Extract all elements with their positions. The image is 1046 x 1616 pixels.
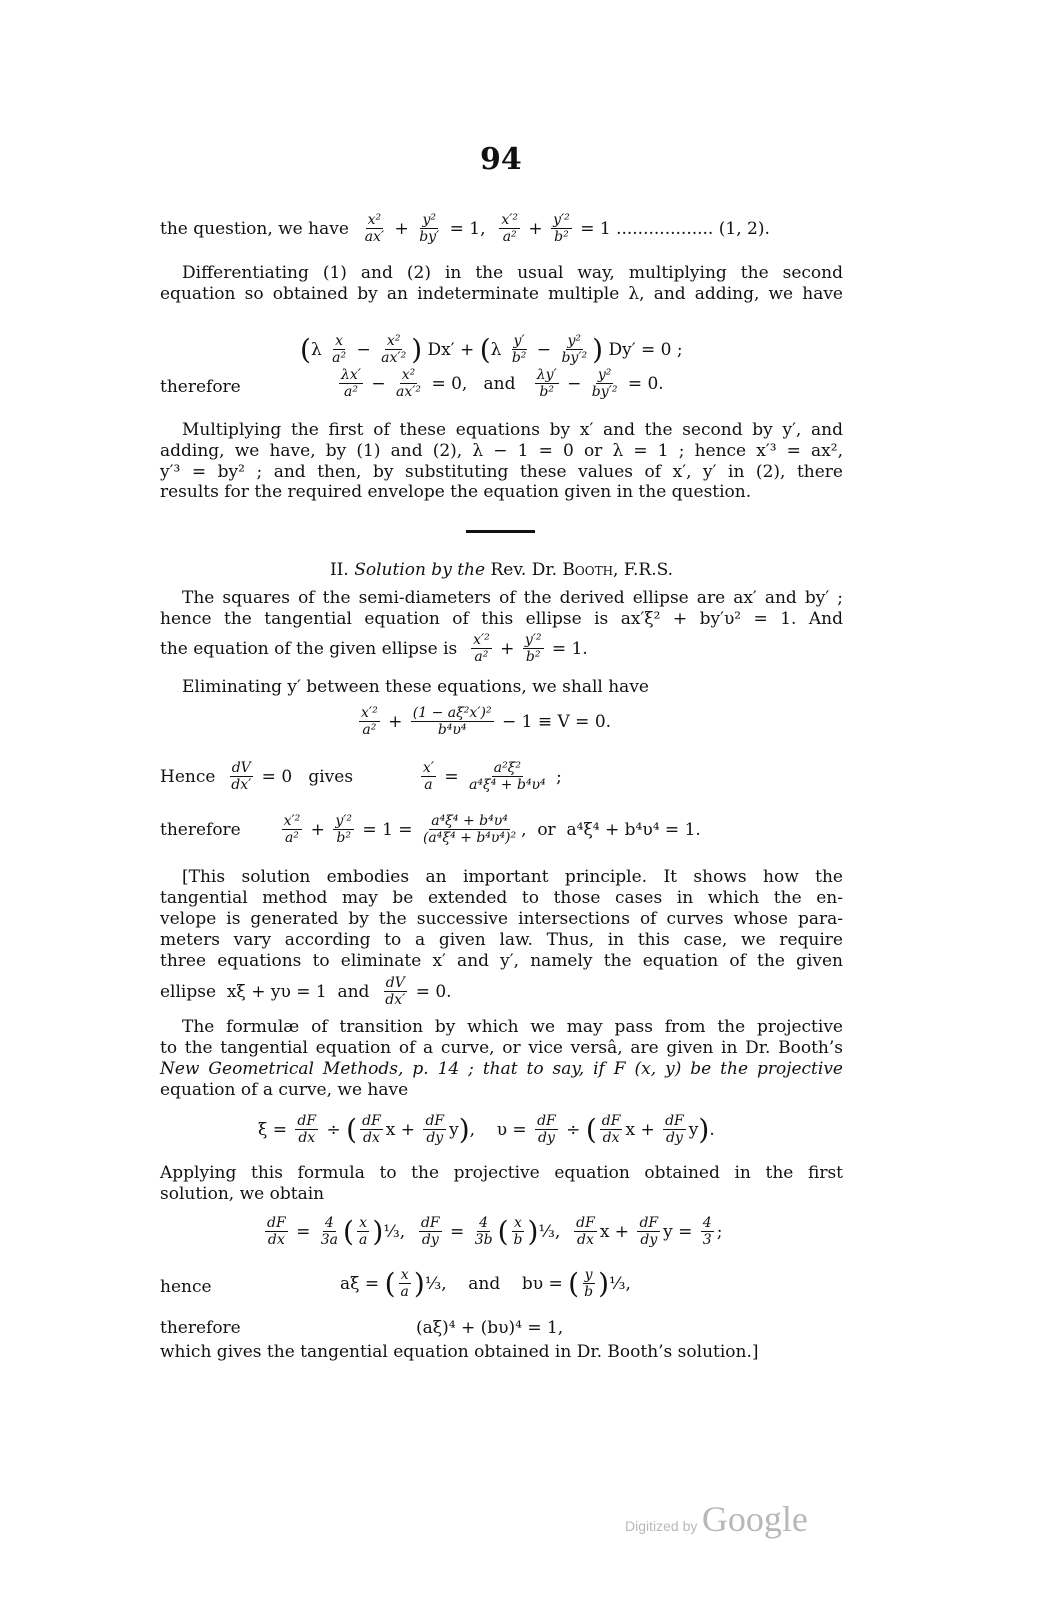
numerator: y′² [553, 212, 570, 228]
fraction [499, 212, 520, 245]
equation-text: aξ = [340, 1273, 385, 1294]
numerator: dF [537, 1113, 556, 1129]
parenthesis: ) [458, 1112, 470, 1146]
paragraph-line: [This solution embodies an important principle. It shows how the [182, 867, 843, 887]
denominator: a² [284, 830, 299, 846]
fraction [637, 1215, 660, 1248]
denominator: 3a [320, 1232, 339, 1248]
fraction [523, 632, 544, 665]
fraction [600, 1113, 623, 1146]
equation-V [356, 705, 611, 738]
fraction [421, 813, 518, 846]
numerator: dF [601, 1113, 621, 1129]
label-therefore: therefore [160, 377, 241, 397]
numerator: x′² [361, 705, 378, 721]
fraction [363, 212, 386, 245]
fraction [512, 1215, 525, 1248]
google-watermark: Digitized by Google [625, 1499, 808, 1539]
fraction [282, 813, 303, 846]
denominator: dy [640, 1232, 658, 1248]
fraction [510, 333, 529, 366]
numerator: dF [639, 1215, 659, 1231]
parenthesis: ( [384, 1266, 396, 1300]
denominator: by′ [419, 229, 440, 245]
numerator: dF [665, 1113, 684, 1129]
equation-text: − [365, 373, 392, 394]
fraction [339, 367, 363, 400]
paragraph-line: equation of a curve, we have [160, 1080, 409, 1100]
equation-text: = [444, 1221, 470, 1242]
equation-text: therefore [160, 819, 279, 840]
equation-text: ξ = [258, 1119, 293, 1140]
fraction [360, 1113, 383, 1146]
denominator: dy [666, 1130, 683, 1146]
denominator: dx [577, 1232, 594, 1248]
fraction [582, 1267, 595, 1300]
equation-text: λ [310, 339, 328, 360]
equation-text: ⅓, [383, 1221, 416, 1242]
equation-text: x + [385, 1119, 421, 1140]
numerator: x [335, 333, 344, 349]
numerator: x [400, 1267, 409, 1283]
equation-text: + [494, 638, 520, 659]
label-therefore: therefore [160, 1318, 241, 1338]
equation-text: ; [550, 766, 562, 787]
numerator: y² [567, 333, 582, 349]
fraction [574, 1215, 597, 1248]
denominator: dx′ [385, 992, 406, 1008]
equation-text: = [290, 1221, 316, 1242]
denominator: dx [298, 1130, 316, 1146]
equation-text: , or a⁴ξ⁴ + b⁴υ⁴ = 1. [521, 819, 701, 840]
paragraph-line: hence the tangential equation of this ellipse is ax′ξ² + by′υ² = 1. And [160, 609, 843, 629]
equation-text: Dx′ + [422, 339, 480, 360]
paragraph-line: velope is generated by the successive intersections of curves whose para- [160, 909, 843, 929]
parenthesis: ( [479, 332, 491, 366]
fraction [663, 1113, 686, 1146]
numerator: dF [420, 1215, 440, 1231]
paragraph-line: which gives the tangential equation obtained in Dr. Booth’s solution.] [160, 1342, 759, 1362]
numerator: x [359, 1215, 368, 1231]
equation-text: ÷ [321, 1119, 347, 1140]
parenthesis: ) [527, 1214, 539, 1248]
denominator: by′² [591, 384, 618, 400]
equation-text: . [709, 1119, 715, 1140]
denominator: 3b [474, 1232, 493, 1248]
numerator: x′² [501, 212, 519, 228]
numerator: y² [422, 212, 436, 228]
paragraph-line: Applying this formula to the projective equation obtained in the first [160, 1163, 843, 1183]
fraction [357, 1215, 369, 1248]
numerator: x [514, 1215, 522, 1231]
parenthesis: ) [592, 332, 604, 366]
fraction [411, 705, 494, 738]
equation-text: = 1, [444, 218, 497, 239]
parenthesis: ) [413, 1266, 425, 1300]
numerator: dV [231, 760, 251, 776]
numerator: a²ξ² [493, 760, 522, 776]
equation-ellipse [160, 975, 452, 1008]
equation-line-1-2 [160, 212, 770, 245]
denominator: dx [363, 1130, 380, 1146]
denominator: b⁴υ⁴ [437, 722, 467, 738]
denominator: a [424, 777, 433, 793]
equation-text: ellipse xξ + yυ = 1 and [160, 981, 381, 1002]
fraction [535, 367, 559, 400]
denominator: a² [343, 384, 358, 400]
numerator: y′ [513, 333, 525, 349]
parenthesis: ( [346, 1112, 358, 1146]
denominator: a² [502, 229, 517, 245]
numerator: (1 − aξ²x′)² [412, 705, 492, 721]
denominator: ax′² [381, 350, 407, 366]
equation-text: + [382, 711, 408, 732]
numerator: x² [367, 212, 382, 228]
equation-text: − [531, 339, 557, 360]
numerator: dF [362, 1113, 381, 1129]
fraction [399, 1267, 411, 1300]
paragraph-line: tangential method may be extended to those cases in which the en- [160, 888, 843, 908]
fraction [319, 1215, 340, 1248]
parenthesis: ( [300, 332, 311, 366]
parenthesis: ( [497, 1214, 509, 1248]
numerator: x′ [422, 760, 434, 776]
denominator: b² [554, 229, 569, 245]
denominator: a [400, 1284, 409, 1300]
numerator: x² [386, 333, 401, 349]
section-divider [466, 530, 535, 533]
equation-dF [262, 1215, 722, 1248]
parenthesis: ( [568, 1266, 580, 1300]
fraction [467, 760, 548, 793]
fraction [701, 1215, 714, 1248]
numerator: y′² [335, 813, 353, 829]
equation-text: + [305, 819, 331, 840]
parenthesis: ( [343, 1214, 354, 1248]
numerator: a⁴ξ⁴ + b⁴υ⁴ [431, 813, 508, 829]
numerator: 4 [324, 1215, 334, 1231]
equation-text: = 1. [546, 638, 588, 659]
paragraph-line: Eliminating y′ between these equations, we shall have [182, 677, 649, 697]
numerator: y² [597, 367, 612, 383]
equation-text: = 1 = [357, 819, 418, 840]
equation-text: x + [625, 1119, 661, 1140]
denominator: a⁴ξ⁴ + b⁴υ⁴ [469, 777, 546, 793]
equation-transition [258, 1113, 715, 1146]
equation-text: ⅓, [609, 1273, 631, 1294]
equation-text: = 0. [622, 373, 664, 394]
equation-hence [160, 760, 562, 793]
equation-text: x + [599, 1221, 635, 1242]
equation-text: + [389, 218, 415, 239]
denominator: dx [267, 1232, 285, 1248]
denominator: b² [336, 830, 351, 846]
equation-text: ⅓, [538, 1221, 572, 1242]
equation-text: ; [716, 1221, 723, 1242]
parenthesis: ) [598, 1266, 609, 1300]
paragraph-line: Differentiating (1) and (2) in the usual way, multiplying the second [182, 263, 843, 283]
equation-text: , υ = [469, 1119, 533, 1140]
fraction [333, 813, 354, 846]
equation-final [416, 1318, 563, 1338]
paragraph-line: The squares of the semi-diameters of the derived ellipse are ax′ and by′ ; [182, 588, 843, 608]
paragraph-line: equation so obtained by an indeterminate multiple λ, and adding, we have [160, 284, 843, 304]
denominator: dy [426, 1130, 444, 1146]
equation-text: = 0, and [426, 373, 532, 394]
section-heading: II. Solution by the Rev. Dr. Booth, F.R.S. [329, 560, 674, 580]
equation-text: − [351, 339, 377, 360]
paragraph-line: to the tangential equation of a curve, or vice versâ, are given in Dr. Booth’s [160, 1038, 843, 1058]
equation-text: − [561, 373, 587, 394]
fraction [229, 760, 253, 793]
paragraph-line: adding, we have, by (1) and (2), λ − 1 = 0 or λ = 1 ; hence x′³ = ax², [160, 441, 843, 461]
label-hence: hence [160, 1277, 212, 1297]
fraction [379, 333, 408, 366]
numerator: y′² [524, 632, 542, 648]
fraction [265, 1215, 288, 1248]
equation-text: = 0 gives [256, 766, 418, 787]
equation-text: the equation of the given ellipse is [160, 638, 469, 659]
denominator: dy [421, 1232, 439, 1248]
fraction [419, 1215, 442, 1248]
fraction [535, 1113, 558, 1146]
equation-hence-2 [340, 1267, 631, 1300]
fraction [359, 705, 380, 738]
equation-text: = [439, 766, 465, 787]
denominator: a² [362, 722, 377, 738]
denominator: b² [539, 384, 554, 400]
fraction [551, 212, 572, 245]
numerator: λx′ [341, 367, 361, 383]
equation-text: + [523, 218, 549, 239]
paragraph-line: meters vary according to a given law. Thus, in this case, we require [160, 930, 843, 950]
fraction [383, 975, 407, 1008]
paragraph-line: solution, we obtain [160, 1184, 325, 1204]
paragraph-line: three equations to eliminate x′ and y′, namely the equation of the given [160, 951, 843, 971]
paragraph-line: New Geometrical Methods, p. 14 ; that to say, if F (x, y) be the projective [160, 1059, 843, 1079]
denominator: ax′ [364, 229, 385, 245]
denominator: dx [602, 1130, 620, 1146]
denominator: dy [537, 1130, 555, 1146]
parenthesis: ( [585, 1112, 597, 1146]
fraction [559, 333, 589, 366]
numerator: dF [425, 1113, 445, 1129]
equation-therefore [336, 367, 664, 400]
fraction [394, 367, 423, 400]
denominator: by′² [561, 350, 588, 366]
equation-text: λ [490, 339, 507, 360]
equation-text: − 1 ≡ V = 0. [496, 711, 612, 732]
numerator: x′² [473, 632, 490, 648]
equation-therefore-2 [160, 813, 701, 846]
numerator: dF [267, 1215, 286, 1231]
numerator: y [584, 1267, 593, 1283]
numerator: dF [297, 1113, 317, 1129]
equation-text: = 1 .................. (1, 2). [574, 218, 770, 239]
denominator: (a⁴ξ⁴ + b⁴υ⁴)² [422, 830, 517, 846]
equation-text: y [449, 1119, 459, 1140]
denominator: b² [525, 649, 541, 665]
equation-text: (aξ)⁴ + (bυ)⁴ = 1, [416, 1318, 564, 1338]
denominator: dx′ [231, 777, 252, 793]
equation-text: y = [663, 1221, 698, 1242]
equation-text: = 0. [410, 981, 452, 1002]
equation-text: the question, we have [160, 218, 360, 239]
numerator: dF [576, 1215, 595, 1231]
numerator: 4 [702, 1215, 712, 1231]
parenthesis: ) [698, 1112, 710, 1146]
numerator: dV [385, 975, 405, 991]
denominator: b [584, 1284, 594, 1300]
equation-text: y [688, 1119, 699, 1140]
paragraph-line: Multiplying the first of these equations by x′ and the second by y′, and [182, 420, 843, 440]
paragraph-line: y′³ = by² ; and then, by substituting these values of x′, y′ in (2), there [160, 462, 843, 482]
denominator: a² [332, 350, 347, 366]
denominator: a² [474, 649, 489, 665]
equation-text: Dy′ = 0 ; [603, 339, 683, 360]
fraction [590, 367, 620, 400]
paragraph-line: The formulæ of transition by which we may pass from the projective [182, 1017, 843, 1037]
equation-text: Hence [160, 766, 227, 787]
page-number: 94 [480, 142, 522, 177]
fraction [330, 333, 348, 366]
numerator: 4 [479, 1215, 489, 1231]
equation-given-ellipse [160, 632, 588, 665]
numerator: λy′ [536, 367, 557, 383]
denominator: b² [511, 350, 527, 366]
denominator: b [513, 1232, 523, 1248]
parenthesis: ) [411, 332, 423, 366]
fraction [421, 760, 436, 793]
fraction [295, 1113, 318, 1146]
denominator: 3 [702, 1232, 712, 1248]
equation-text: ⅓, and bυ = [424, 1273, 569, 1294]
equation-text: ÷ [560, 1119, 586, 1140]
parenthesis: ) [372, 1214, 384, 1248]
denominator: ax′² [396, 384, 422, 400]
equation-differential [300, 333, 683, 366]
denominator: a [358, 1232, 368, 1248]
fraction [423, 1113, 446, 1146]
fraction [471, 632, 492, 665]
numerator: x² [401, 367, 416, 383]
paragraph-line: results for the required envelope the equation given in the question. [160, 482, 752, 502]
fraction [417, 212, 441, 245]
fraction [473, 1215, 495, 1248]
numerator: x′² [283, 813, 301, 829]
